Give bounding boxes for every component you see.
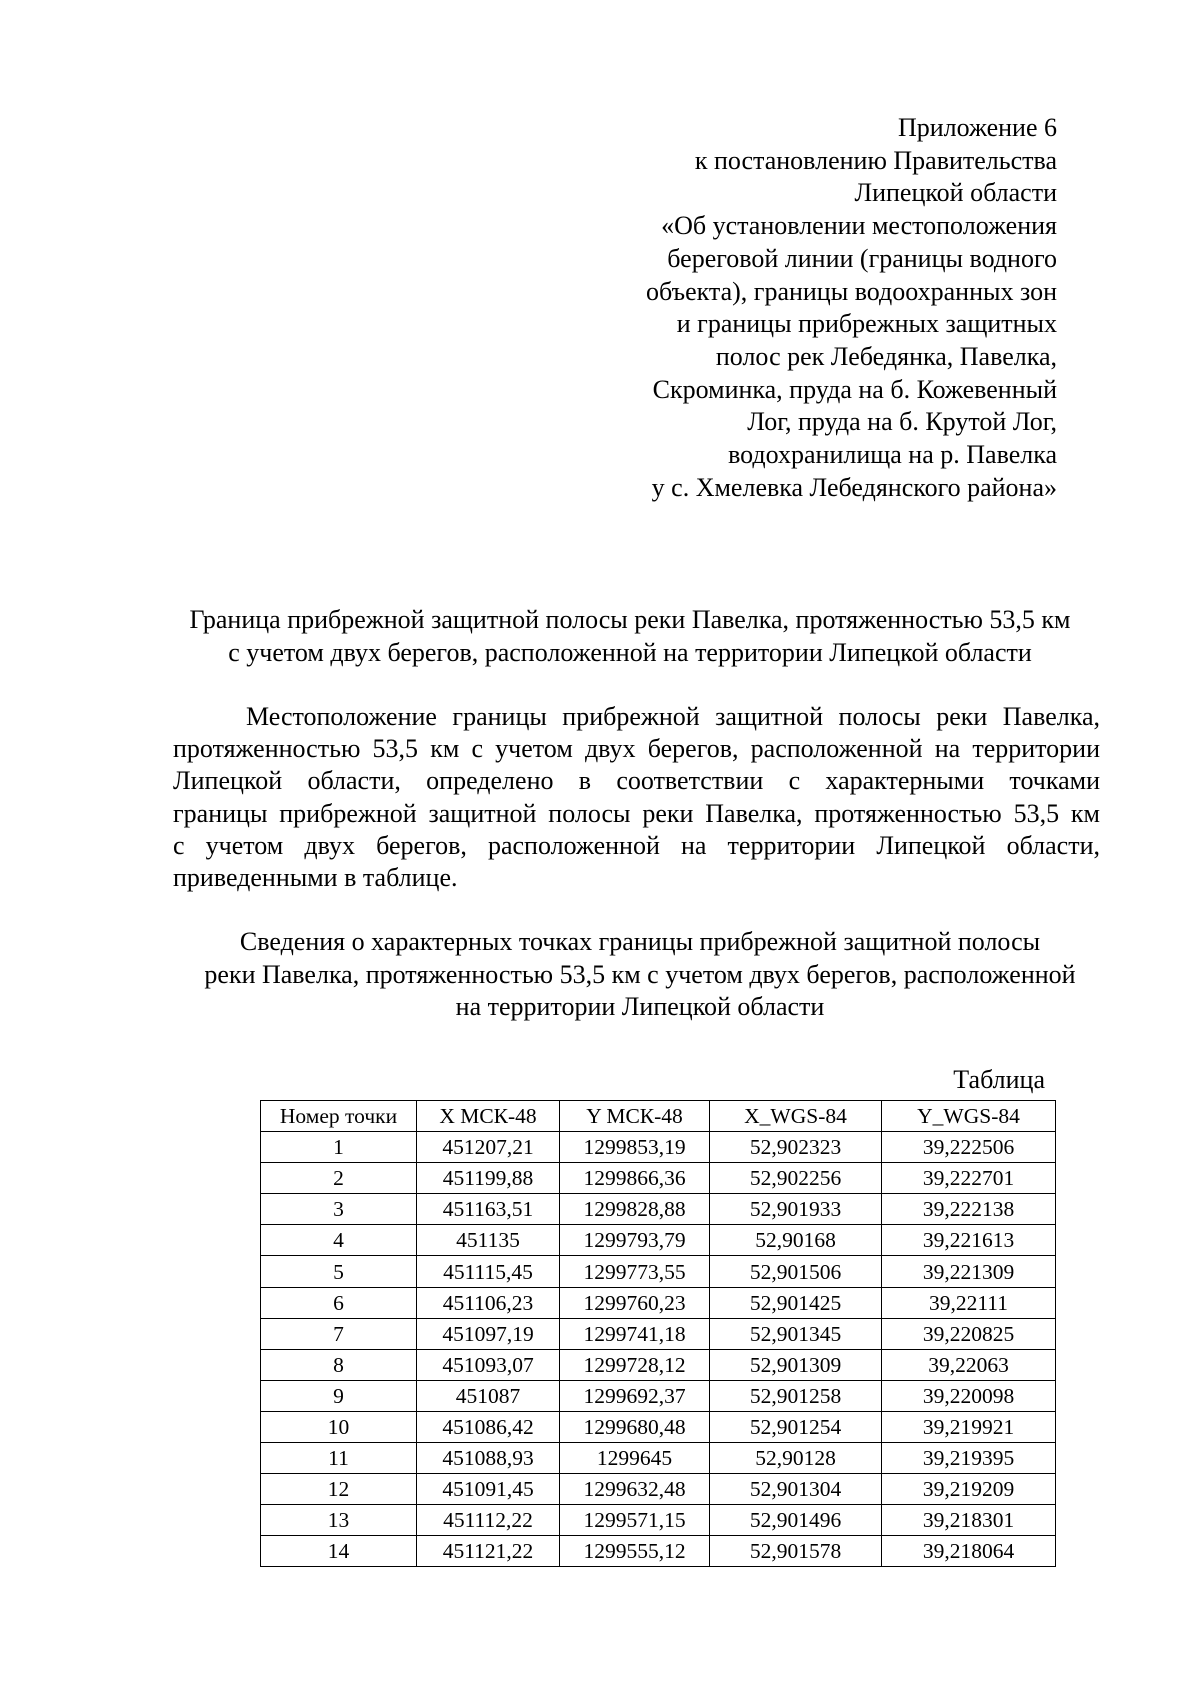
cell-y-wgs84: 39,218064 xyxy=(882,1536,1056,1567)
cell-x-wgs84: 52,901304 xyxy=(710,1474,882,1505)
table-row xyxy=(261,1443,1056,1474)
cell-x-wgs84: 52,901578 xyxy=(710,1536,882,1567)
boundary-title-line: Граница прибрежной защитной полосы реки Павелка, протяженностью 53,5 км xyxy=(189,605,1071,634)
cell-point-number: 6 xyxy=(261,1287,417,1318)
cell-x-wgs84: 52,901309 xyxy=(710,1349,882,1380)
cell-point-number: 14 xyxy=(261,1536,417,1567)
paragraph-line: протяженностью 53,5 км с учетом двух берегов, расположенной на территории xyxy=(173,734,1100,764)
cell-y-msk48: 1299680,48 xyxy=(560,1411,710,1442)
table-row xyxy=(261,1505,1056,1536)
coordinates-table xyxy=(260,1100,1056,1567)
cell-y-msk48: 1299728,12 xyxy=(560,1349,710,1380)
cell-x-msk48: 451135 xyxy=(417,1225,560,1256)
cell-y-wgs84: 39,219395 xyxy=(882,1443,1056,1474)
cell-point-number: 9 xyxy=(261,1380,417,1411)
cell-point-number: 3 xyxy=(261,1194,417,1225)
cell-x-wgs84: 52,90168 xyxy=(710,1225,882,1256)
appendix-line: у с. Хмелевка Лебедянского района» xyxy=(651,472,1057,502)
table-row xyxy=(261,1474,1056,1505)
cell-y-wgs84: 39,221613 xyxy=(882,1225,1056,1256)
cell-y-wgs84: 39,219209 xyxy=(882,1474,1056,1505)
cell-point-number: 12 xyxy=(261,1474,417,1505)
cell-x-msk48: 451106,23 xyxy=(417,1287,560,1318)
table-row xyxy=(261,1256,1056,1287)
table-title xyxy=(160,926,1120,1024)
table-row xyxy=(261,1318,1056,1349)
cell-x-msk48: 451093,07 xyxy=(417,1349,560,1380)
cell-x-wgs84: 52,901506 xyxy=(710,1256,882,1287)
cell-x-msk48: 451115,45 xyxy=(417,1256,560,1287)
table-row xyxy=(261,1349,1056,1380)
table-row xyxy=(261,1194,1056,1225)
paragraph-line: Липецкой области, определено в соответствии с характерными точками xyxy=(173,766,1100,796)
cell-point-number: 11 xyxy=(261,1443,417,1474)
cell-x-msk48: 451163,51 xyxy=(417,1194,560,1225)
cell-point-number: 13 xyxy=(261,1505,417,1536)
cell-x-msk48: 451097,19 xyxy=(417,1318,560,1349)
cell-x-wgs84: 52,901345 xyxy=(710,1318,882,1349)
cell-y-msk48: 1299828,88 xyxy=(560,1194,710,1225)
cell-y-wgs84: 39,220825 xyxy=(882,1318,1056,1349)
table-title-line: Сведения о характерных точках границы прибрежной защитной полосы xyxy=(239,927,1041,956)
cell-x-msk48: 451112,22 xyxy=(417,1505,560,1536)
cell-y-wgs84: 39,22063 xyxy=(882,1349,1056,1380)
appendix-line: Скроминка, пруда на б. Кожевенный xyxy=(652,374,1057,404)
header-x-msk48: X МСК-48 xyxy=(417,1101,560,1132)
cell-y-msk48: 1299632,48 xyxy=(560,1474,710,1505)
boundary-title xyxy=(160,604,1100,669)
table-row xyxy=(261,1380,1056,1411)
table-row xyxy=(261,1287,1056,1318)
cell-y-wgs84: 39,222138 xyxy=(882,1194,1056,1225)
cell-x-wgs84: 52,90128 xyxy=(710,1443,882,1474)
header-y-wgs84: Y_WGS-84 xyxy=(882,1101,1056,1132)
cell-x-msk48: 451207,21 xyxy=(417,1132,560,1163)
cell-y-wgs84: 39,220098 xyxy=(882,1380,1056,1411)
table-header-row xyxy=(261,1101,1056,1132)
table-title-line: реки Павелка, протяженностью 53,5 км с учетом двух берегов, расположенной xyxy=(204,959,1076,989)
table-label: Таблица xyxy=(953,1065,1045,1094)
table-row xyxy=(261,1411,1056,1442)
cell-x-msk48: 451091,45 xyxy=(417,1474,560,1505)
appendix-header xyxy=(587,112,1057,504)
cell-x-wgs84: 52,901425 xyxy=(710,1287,882,1318)
cell-x-msk48: 451087 xyxy=(417,1380,560,1411)
appendix-line: и границы прибрежных защитных xyxy=(676,309,1057,339)
cell-y-msk48: 1299741,18 xyxy=(560,1318,710,1349)
table-body xyxy=(261,1132,1056,1567)
appendix-line: водохранилища на р. Павелка xyxy=(728,440,1057,470)
table-row xyxy=(261,1536,1056,1567)
table-title-line: на территории Липецкой области xyxy=(455,992,825,1021)
cell-y-wgs84: 39,222506 xyxy=(882,1132,1056,1163)
paragraph-line: с учетом двух берегов, расположенной на территории Липецкой области, xyxy=(173,830,1100,860)
cell-y-msk48: 1299866,36 xyxy=(560,1163,710,1194)
appendix-line: полос рек Лебедянка, Павелка, xyxy=(715,341,1057,371)
cell-y-wgs84: 39,218301 xyxy=(882,1505,1056,1536)
cell-x-wgs84: 52,901254 xyxy=(710,1411,882,1442)
cell-y-wgs84: 39,22111 xyxy=(882,1287,1056,1318)
paragraph-line: Местоположение границы прибрежной защитной полосы реки Павелка, xyxy=(246,702,1100,731)
table-row xyxy=(261,1225,1056,1256)
cell-point-number: 7 xyxy=(261,1318,417,1349)
cell-y-msk48: 1299571,15 xyxy=(560,1505,710,1536)
appendix-line: Приложение 6 xyxy=(897,113,1057,142)
cell-point-number: 4 xyxy=(261,1225,417,1256)
cell-y-msk48: 1299853,19 xyxy=(560,1132,710,1163)
cell-point-number: 2 xyxy=(261,1163,417,1194)
appendix-line: Липецкой области xyxy=(854,178,1057,208)
appendix-line: объекта), границы водоохранных зон xyxy=(646,276,1057,306)
cell-x-wgs84: 52,902323 xyxy=(710,1132,882,1163)
cell-y-wgs84: 39,219921 xyxy=(882,1411,1056,1442)
cell-y-wgs84: 39,221309 xyxy=(882,1256,1056,1287)
header-y-msk48: Y МСК-48 xyxy=(560,1101,710,1132)
cell-y-wgs84: 39,222701 xyxy=(882,1163,1056,1194)
cell-x-msk48: 451088,93 xyxy=(417,1443,560,1474)
appendix-line: к постановлению Правительства xyxy=(694,145,1057,175)
header-x-wgs84: X_WGS-84 xyxy=(710,1101,882,1132)
table-row xyxy=(261,1132,1056,1163)
cell-y-msk48: 1299760,23 xyxy=(560,1287,710,1318)
cell-point-number: 8 xyxy=(261,1349,417,1380)
paragraph-line: границы прибрежной защитной полосы реки Павелка, протяженностью 53,5 км xyxy=(173,798,1100,828)
table-row xyxy=(261,1163,1056,1194)
cell-point-number: 1 xyxy=(261,1132,417,1163)
cell-y-msk48: 1299555,12 xyxy=(560,1536,710,1567)
header-point-number: Номер точки xyxy=(261,1101,417,1132)
paragraph-line: приведенными в таблице. xyxy=(173,863,458,893)
cell-y-msk48: 1299692,37 xyxy=(560,1380,710,1411)
cell-x-wgs84: 52,901933 xyxy=(710,1194,882,1225)
cell-x-msk48: 451086,42 xyxy=(417,1411,560,1442)
appendix-line: Лог, пруда на б. Крутой Лог, xyxy=(747,407,1057,437)
cell-x-msk48: 451121,22 xyxy=(417,1536,560,1567)
appendix-line: «Об установлении местоположения xyxy=(661,211,1057,241)
cell-y-msk48: 1299793,79 xyxy=(560,1225,710,1256)
cell-y-msk48: 1299645 xyxy=(560,1443,710,1474)
cell-y-msk48: 1299773,55 xyxy=(560,1256,710,1287)
cell-x-wgs84: 52,902256 xyxy=(710,1163,882,1194)
boundary-title-line: с учетом двух берегов, расположенной на территории Липецкой области xyxy=(228,637,1032,667)
appendix-line: береговой линии (границы водного xyxy=(667,243,1057,273)
cell-point-number: 5 xyxy=(261,1256,417,1287)
cell-x-wgs84: 52,901496 xyxy=(710,1505,882,1536)
cell-x-wgs84: 52,901258 xyxy=(710,1380,882,1411)
body-paragraph xyxy=(173,701,1100,894)
cell-x-msk48: 451199,88 xyxy=(417,1163,560,1194)
cell-point-number: 10 xyxy=(261,1411,417,1442)
